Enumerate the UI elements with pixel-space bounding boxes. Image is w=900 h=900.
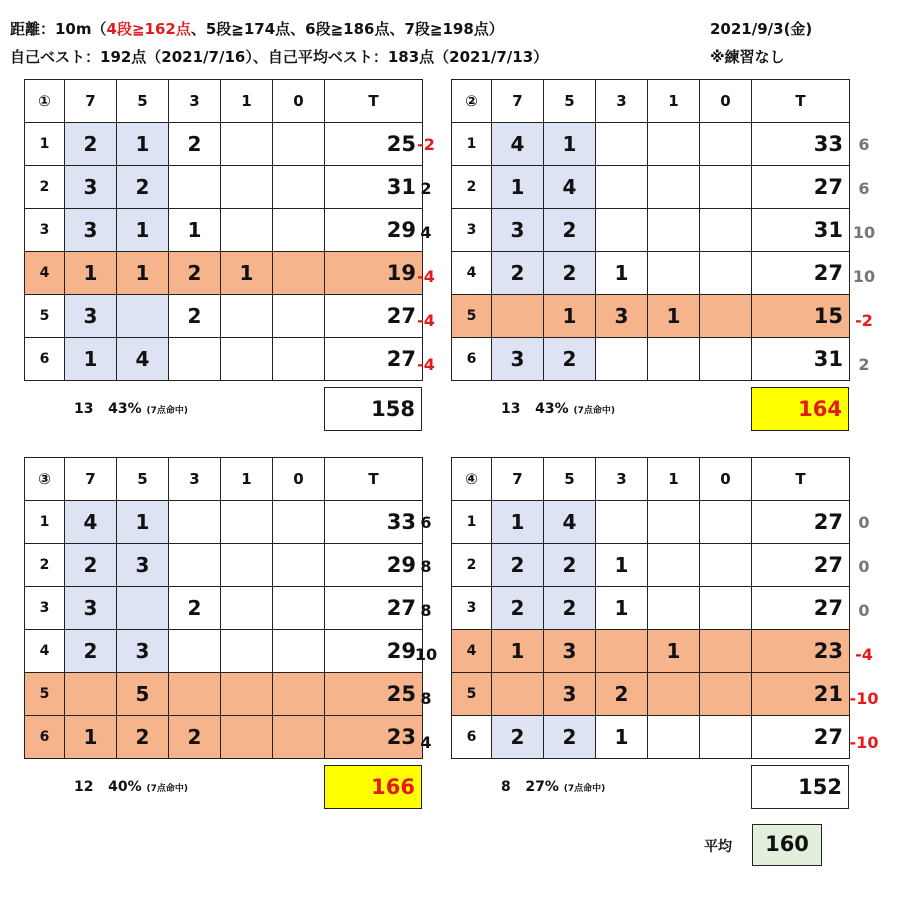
score-count-cell: 2 [596, 673, 648, 716]
end-diff: 8 [420, 557, 432, 576]
hit-percent: 40% [108, 779, 142, 795]
score-count-cell [273, 716, 325, 759]
end-diff: 4 [420, 223, 432, 242]
score-count-cell: 1 [117, 123, 169, 166]
hit-percent: 27% [525, 779, 559, 795]
score-count-cell: 1 [544, 123, 596, 166]
score-count-cell [700, 673, 752, 716]
column-header: 7 [492, 80, 544, 123]
score-count-cell: 2 [492, 252, 544, 295]
score-count-cell [273, 501, 325, 544]
score-count-cell: 2 [117, 166, 169, 209]
round-2-block [451, 79, 850, 381]
end-number: 2 [452, 544, 492, 587]
end-number: 5 [25, 295, 65, 338]
score-count-cell: 3 [596, 295, 648, 338]
hit-note: (7点命中) [146, 784, 188, 794]
score-count-cell [700, 123, 752, 166]
score-count-cell [648, 252, 700, 295]
hit-count: 13 [501, 401, 521, 417]
table-row [25, 587, 423, 630]
score-count-cell: 2 [544, 544, 596, 587]
round-4-block [451, 457, 850, 759]
score-count-cell [648, 587, 700, 630]
score-count-cell [648, 123, 700, 166]
score-count-cell: 1 [169, 209, 221, 252]
score-count-cell: 1 [65, 338, 117, 381]
round-3-block [24, 457, 423, 759]
average-label: 平均 [704, 839, 732, 855]
end-number: 5 [25, 673, 65, 716]
end-total-cell: 19 [325, 252, 423, 295]
score-count-cell: 2 [65, 630, 117, 673]
score-count-cell: 4 [65, 501, 117, 544]
score-count-cell [596, 630, 648, 673]
end-total-cell: 27 [752, 544, 850, 587]
score-table [24, 79, 423, 381]
column-header: 7 [65, 458, 117, 501]
score-count-cell [273, 123, 325, 166]
score-count-cell: 3 [544, 630, 596, 673]
end-diff: -2 [417, 135, 435, 154]
end-diff: 6 [858, 135, 870, 154]
end-diff: 10 [414, 645, 438, 664]
score-count-cell: 1 [596, 252, 648, 295]
score-count-cell [700, 209, 752, 252]
hit-count: 8 [501, 779, 511, 795]
score-count-cell: 2 [169, 123, 221, 166]
table-row [452, 673, 850, 716]
end-total-cell: 31 [752, 338, 850, 381]
score-count-cell [700, 544, 752, 587]
end-total-cell: 27 [325, 295, 423, 338]
end-diff: 6 [858, 179, 870, 198]
end-total-cell: 27 [752, 587, 850, 630]
column-header: 0 [700, 458, 752, 501]
personal-best-line: 自己ベスト：192点（2021/7/16）、自己平均ベスト：183点（2021/7/13） [10, 48, 549, 66]
score-count-cell: 2 [544, 252, 596, 295]
end-number: 1 [452, 501, 492, 544]
end-total-cell: 27 [325, 338, 423, 381]
table-row [452, 123, 850, 166]
table-row [452, 166, 850, 209]
score-count-cell [700, 501, 752, 544]
end-number: 1 [25, 501, 65, 544]
end-diff: 6 [420, 513, 432, 532]
score-count-cell: 3 [65, 295, 117, 338]
table-row [25, 716, 423, 759]
score-table [24, 457, 423, 759]
end-diff: -10 [849, 733, 879, 752]
score-count-cell: 3 [117, 630, 169, 673]
end-total-cell: 27 [752, 501, 850, 544]
score-count-cell [273, 295, 325, 338]
end-diff: 8 [420, 601, 432, 620]
score-count-cell [169, 630, 221, 673]
end-total-cell: 25 [325, 123, 423, 166]
score-count-cell [273, 544, 325, 587]
score-count-cell [273, 338, 325, 381]
score-count-cell [700, 295, 752, 338]
column-header: 5 [117, 458, 169, 501]
round-label: ④ [452, 458, 492, 501]
end-total-cell: 27 [752, 166, 850, 209]
score-count-cell: 2 [65, 123, 117, 166]
table-row [452, 630, 850, 673]
end-diff: 2 [420, 179, 432, 198]
column-header: 0 [273, 458, 325, 501]
score-count-cell: 1 [596, 716, 648, 759]
score-count-cell [221, 716, 273, 759]
score-count-cell: 3 [492, 209, 544, 252]
score-count-cell [221, 673, 273, 716]
hit-count: 13 [74, 401, 94, 417]
score-count-cell: 1 [117, 209, 169, 252]
score-count-cell: 3 [65, 587, 117, 630]
score-count-cell: 4 [492, 123, 544, 166]
round-label: ③ [25, 458, 65, 501]
table-row [25, 338, 423, 381]
score-count-cell [648, 501, 700, 544]
end-number: 2 [25, 166, 65, 209]
score-count-cell: 3 [492, 338, 544, 381]
score-count-cell [596, 166, 648, 209]
score-count-cell [221, 338, 273, 381]
score-count-cell [700, 630, 752, 673]
score-count-cell [648, 716, 700, 759]
end-total-cell: 33 [752, 123, 850, 166]
column-header: T [752, 458, 850, 501]
score-count-cell [117, 295, 169, 338]
score-count-cell [648, 338, 700, 381]
score-count-cell: 1 [492, 630, 544, 673]
end-total-cell: 21 [752, 673, 850, 716]
table-row [25, 209, 423, 252]
hit-count: 12 [74, 779, 94, 795]
end-diff: 0 [858, 601, 870, 620]
score-count-cell: 2 [65, 544, 117, 587]
end-diff: -2 [855, 311, 873, 330]
column-header: 1 [648, 80, 700, 123]
score-count-cell: 2 [544, 338, 596, 381]
end-number: 6 [452, 338, 492, 381]
column-header: 5 [544, 458, 596, 501]
table-row [452, 716, 850, 759]
end-diff: 10 [852, 267, 876, 286]
column-header: 1 [221, 80, 273, 123]
end-number: 2 [25, 544, 65, 587]
score-count-cell: 4 [544, 166, 596, 209]
end-diff: 0 [858, 513, 870, 532]
end-diff: -4 [417, 355, 435, 374]
score-count-cell [221, 501, 273, 544]
column-header: 3 [596, 80, 648, 123]
score-count-cell [273, 209, 325, 252]
column-header: 7 [492, 458, 544, 501]
end-number: 3 [452, 209, 492, 252]
score-count-cell: 3 [65, 166, 117, 209]
score-count-cell: 2 [544, 587, 596, 630]
score-count-cell: 2 [169, 295, 221, 338]
hit-stats [501, 779, 605, 795]
end-number: 4 [25, 630, 65, 673]
score-count-cell [596, 338, 648, 381]
score-count-cell [221, 544, 273, 587]
column-header: T [325, 80, 423, 123]
dan4-threshold: 4段≧162点 [106, 20, 191, 38]
end-number: 6 [452, 716, 492, 759]
date-label: 2021/9/3(金) [710, 20, 813, 38]
table-row [25, 166, 423, 209]
table-row [25, 630, 423, 673]
table-row [452, 587, 850, 630]
end-number: 4 [25, 252, 65, 295]
end-number: 6 [25, 716, 65, 759]
end-total-cell: 29 [325, 630, 423, 673]
score-count-cell [273, 587, 325, 630]
score-count-cell: 3 [117, 544, 169, 587]
score-count-cell [117, 587, 169, 630]
column-header: T [325, 458, 423, 501]
end-number: 6 [25, 338, 65, 381]
score-count-cell: 2 [169, 252, 221, 295]
score-count-cell [221, 587, 273, 630]
column-header: 3 [169, 80, 221, 123]
hit-stats [74, 401, 188, 417]
column-header: 3 [596, 458, 648, 501]
table-row [25, 673, 423, 716]
end-diff: -10 [849, 689, 879, 708]
column-header: 1 [221, 458, 273, 501]
table-row [25, 123, 423, 166]
column-header: T [752, 80, 850, 123]
score-count-cell: 1 [117, 252, 169, 295]
score-count-cell: 4 [544, 501, 596, 544]
table-row [452, 338, 850, 381]
hit-percent: 43% [535, 401, 569, 417]
table-header-row [452, 80, 850, 123]
hit-note: (7点命中) [573, 406, 615, 416]
score-count-cell [221, 166, 273, 209]
score-count-cell: 2 [117, 716, 169, 759]
score-count-cell [700, 252, 752, 295]
score-count-cell: 2 [492, 716, 544, 759]
end-total-cell: 25 [325, 673, 423, 716]
column-header: 0 [700, 80, 752, 123]
end-number: 2 [452, 166, 492, 209]
score-count-cell: 2 [544, 209, 596, 252]
score-count-cell [169, 166, 221, 209]
table-row [452, 209, 850, 252]
end-diff: -4 [417, 311, 435, 330]
hit-note: (7点命中) [146, 406, 188, 416]
round-total: 164 [751, 387, 849, 431]
table-header-row [25, 80, 423, 123]
score-table [451, 79, 850, 381]
table-header-row [25, 458, 423, 501]
distance-header: 距離：10m（4段≧162点、5段≧174点、6段≧186点、7段≧198点） [10, 20, 504, 38]
score-count-cell [648, 209, 700, 252]
score-count-cell [700, 587, 752, 630]
table-row [25, 501, 423, 544]
end-total-cell: 29 [325, 209, 423, 252]
hit-stats [501, 401, 615, 417]
score-count-cell: 1 [596, 544, 648, 587]
score-table [451, 457, 850, 759]
score-count-cell [273, 166, 325, 209]
score-count-cell: 1 [648, 630, 700, 673]
end-number: 3 [25, 587, 65, 630]
score-count-cell [273, 630, 325, 673]
score-count-cell [700, 338, 752, 381]
end-diff: -4 [417, 267, 435, 286]
score-count-cell [596, 209, 648, 252]
end-diff: 4 [420, 733, 432, 752]
score-count-cell [221, 295, 273, 338]
end-diff: -4 [855, 645, 873, 664]
end-total-cell: 27 [752, 252, 850, 295]
score-count-cell: 3 [65, 209, 117, 252]
score-count-cell [596, 501, 648, 544]
score-count-cell [273, 252, 325, 295]
score-count-cell: 1 [648, 295, 700, 338]
score-count-cell [492, 673, 544, 716]
end-number: 1 [452, 123, 492, 166]
end-total-cell: 31 [752, 209, 850, 252]
end-total-cell: 27 [325, 587, 423, 630]
round-label: ① [25, 80, 65, 123]
score-count-cell: 1 [117, 501, 169, 544]
hit-note: (7点命中) [563, 784, 606, 794]
round-total: 166 [324, 765, 422, 809]
end-number: 4 [452, 252, 492, 295]
score-count-cell [221, 123, 273, 166]
table-header-row [452, 458, 850, 501]
score-count-cell: 2 [544, 716, 596, 759]
end-total-cell: 27 [752, 716, 850, 759]
no-practice-note: ※練習なし [710, 48, 785, 66]
score-count-cell: 1 [492, 501, 544, 544]
score-count-cell: 2 [492, 544, 544, 587]
table-row [25, 252, 423, 295]
round-total: 158 [324, 387, 422, 431]
end-number: 5 [452, 673, 492, 716]
score-count-cell [65, 673, 117, 716]
round-total: 152 [751, 765, 849, 809]
score-count-cell: 1 [65, 716, 117, 759]
score-count-cell [596, 123, 648, 166]
score-count-cell: 4 [117, 338, 169, 381]
score-count-cell [169, 673, 221, 716]
table-row [25, 295, 423, 338]
table-row [452, 544, 850, 587]
table-row [25, 544, 423, 587]
score-count-cell: 1 [65, 252, 117, 295]
score-count-cell [221, 630, 273, 673]
column-header: 5 [117, 80, 169, 123]
column-header: 3 [169, 458, 221, 501]
end-total-cell: 15 [752, 295, 850, 338]
score-count-cell [648, 544, 700, 587]
column-header: 7 [65, 80, 117, 123]
end-total-cell: 23 [752, 630, 850, 673]
end-number: 4 [452, 630, 492, 673]
column-header: 0 [273, 80, 325, 123]
end-number: 1 [25, 123, 65, 166]
end-total-cell: 23 [325, 716, 423, 759]
hit-stats [74, 779, 188, 795]
score-count-cell [700, 716, 752, 759]
score-count-cell [273, 673, 325, 716]
score-count-cell [169, 501, 221, 544]
end-diff: 10 [852, 223, 876, 242]
score-count-cell [648, 673, 700, 716]
table-row [452, 295, 850, 338]
round-label: ② [452, 80, 492, 123]
column-header: 5 [544, 80, 596, 123]
score-count-cell [169, 338, 221, 381]
round-1-block [24, 79, 423, 381]
end-number: 3 [25, 209, 65, 252]
score-count-cell: 1 [221, 252, 273, 295]
score-count-cell: 1 [596, 587, 648, 630]
score-count-cell: 1 [544, 295, 596, 338]
end-diff: 0 [858, 557, 870, 576]
end-diff: 2 [858, 355, 870, 374]
average-value: 160 [752, 824, 822, 866]
end-diff: 8 [420, 689, 432, 708]
end-number: 3 [452, 587, 492, 630]
table-row [452, 501, 850, 544]
score-count-cell [700, 166, 752, 209]
score-count-cell [221, 209, 273, 252]
score-count-cell: 5 [117, 673, 169, 716]
score-count-cell [492, 295, 544, 338]
score-count-cell: 3 [544, 673, 596, 716]
score-count-cell: 2 [169, 587, 221, 630]
score-count-cell: 2 [169, 716, 221, 759]
end-total-cell: 33 [325, 501, 423, 544]
score-count-cell: 1 [492, 166, 544, 209]
column-header: 1 [648, 458, 700, 501]
end-number: 5 [452, 295, 492, 338]
hit-percent: 43% [108, 401, 142, 417]
table-row [452, 252, 850, 295]
end-total-cell: 29 [325, 544, 423, 587]
end-total-cell: 31 [325, 166, 423, 209]
score-count-cell [648, 166, 700, 209]
score-count-cell [169, 544, 221, 587]
score-count-cell: 2 [492, 587, 544, 630]
